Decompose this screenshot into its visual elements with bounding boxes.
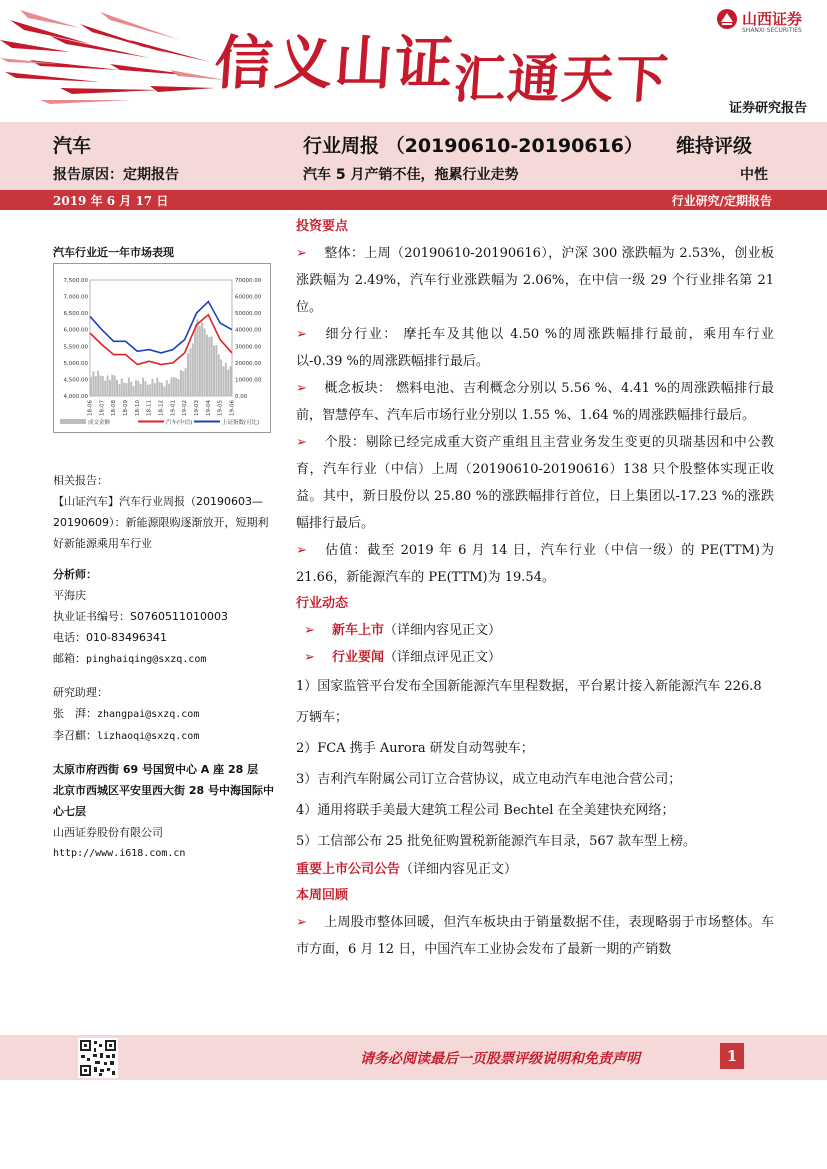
sector-title: 汽车: [53, 135, 92, 157]
related-reports-title: 相关报告：: [53, 474, 108, 487]
volume-bar: [201, 322, 203, 396]
slogan-part-b: 汇通天下: [451, 50, 672, 110]
volume-bar: [140, 384, 142, 396]
section-industry-dynamics: 行业动态: [296, 596, 349, 611]
legend-swatch: [60, 419, 86, 424]
left-axis-tick-label: 6,500.00: [63, 311, 88, 318]
assistant-1-email-link[interactable]: zhangpai@sxzq.com: [97, 709, 200, 720]
volume-bar: [144, 381, 146, 396]
news-item: 1）国家监管平台发布全国新能源汽车里程数据，平台累计接入新能源汽车 226.8 万辆车；: [296, 679, 762, 725]
report-header: [0, 0, 827, 122]
x-axis-tick-label: 19-04: [205, 400, 212, 416]
volume-bar: [175, 378, 177, 396]
left-axis-tick-label: 6,000.00: [63, 327, 88, 334]
x-axis-tick-label: 19-02: [182, 400, 189, 416]
report-reason: 报告原因：定期报告: [53, 167, 179, 183]
x-axis-tick-label: 18-11: [146, 400, 153, 416]
highlight-subsector: ➢ 细分行业： 摩托车及其他以 4.50 %的周涨跌幅排行最前，乘用车行业以-0.39 %的周涨跌幅排行最后。: [296, 321, 774, 375]
highlight-concept: ➢ 概念板块： 燃料电池、吉利概念分别以 5.56 %、4.41 %的周涨跌幅排行最前，智慧停车、汽车后市场行业分别以 1.55 %、1.64 %的周涨跌幅排行最后。: [296, 375, 774, 429]
volume-bar: [218, 354, 220, 396]
volume-bar: [102, 376, 104, 396]
volume-bar: [114, 375, 116, 396]
logo-mark-icon: [716, 8, 738, 30]
new-car-label: 新车上市: [332, 623, 385, 638]
volume-bar: [92, 371, 94, 396]
x-axis-tick-label: 18-07: [99, 400, 106, 416]
arrow-bullet-icon: ➢: [296, 435, 307, 450]
chart-title: 汽车行业近一年市场表现: [53, 246, 174, 259]
review-paragraph: ➢ 上周股市整体回暖，但汽车板块由于销量数据不佳，表现略弱于市场整体。车市方面，6 月 12 日，中国汽车工业协会发布了最新一期的产销数: [296, 909, 774, 963]
volume-bar: [166, 380, 168, 396]
announcements-title: 重要上市公司公告: [296, 862, 401, 877]
volume-bar: [211, 336, 213, 396]
date-bar: [0, 190, 827, 210]
rating-value: 中性: [740, 167, 768, 183]
weekly-title: 行业周报 （20190610-20190616）: [303, 135, 644, 157]
new-car-row: [296, 617, 774, 644]
volume-bar: [197, 319, 199, 396]
right-axis-tick-label: 70000.00: [235, 278, 262, 284]
right-axis-tick-label: 20000.00: [235, 360, 262, 367]
rating-label: 维持评级: [676, 135, 753, 157]
volume-bar: [128, 377, 130, 396]
section-company-announcements: [296, 857, 774, 883]
volume-bar: [220, 360, 222, 396]
left-axis-tick-label: 7,500.00: [63, 278, 88, 284]
analyst-title: 分析师：: [53, 568, 97, 581]
volume-bar: [104, 381, 106, 396]
x-axis-tick-label: 18-12: [158, 400, 165, 416]
company-website-link[interactable]: http://www.i618.com.cn: [53, 848, 186, 859]
x-axis-tick-label: 18-06: [87, 400, 94, 416]
volume-bar: [180, 370, 182, 396]
x-axis-tick-label: 18-09: [123, 400, 129, 416]
volume-bar: [107, 375, 109, 396]
left-axis-tick-label: 5,500.00: [63, 344, 88, 351]
page-number: 1: [720, 1043, 744, 1069]
volume-bar: [133, 386, 135, 396]
volume-bar: [208, 337, 210, 396]
volume-bar: [168, 384, 170, 396]
volume-bar: [213, 346, 215, 396]
industry-news-note: （详细点评见正文）: [384, 650, 502, 665]
address-beijing: 北京市西城区平安里西大街 28 号中海国际中心七层: [53, 784, 274, 818]
section-weekly-review: 本周回顾: [296, 888, 349, 903]
company-name: 山西证券股份有限公司: [53, 826, 163, 839]
brand-arrows-graphic: [0, 0, 240, 120]
volume-bar: [230, 366, 232, 396]
right-axis-tick-label: 0.00: [235, 394, 248, 400]
analyst-name: 平海庆: [53, 589, 86, 602]
volume-bar: [149, 384, 151, 396]
arrow-bullet-icon: ➢: [296, 246, 307, 261]
logo-text-cn: 山西证券: [742, 10, 803, 28]
volume-bar: [185, 368, 187, 396]
right-axis-tick-label: 50000.00: [235, 311, 262, 318]
right-axis-tick-label: 10000.00: [235, 377, 262, 384]
industry-news-row: [296, 644, 774, 671]
volume-bar: [225, 363, 227, 396]
volume-bar: [194, 328, 196, 396]
title-band: [0, 122, 827, 190]
shanxi-securities-logo: [716, 8, 816, 38]
news-item: 4）通用将联手美最大建筑工程公司 Bechtel 在全美建快充网络；: [296, 803, 675, 818]
volume-bar: [154, 383, 156, 396]
right-axis-tick-label: 40000.00: [235, 327, 262, 334]
arrow-bullet-icon: ➢: [304, 650, 315, 665]
section-investment-highlights: 投资要点: [296, 219, 349, 234]
volume-bar: [97, 371, 99, 396]
arrow-bullet-icon: ➢: [296, 543, 307, 558]
x-axis-tick-label: 19-06: [229, 400, 236, 416]
volume-bar: [156, 378, 158, 396]
analyst-email-link[interactable]: pinghaiqing@sxzq.com: [86, 654, 207, 665]
volume-bar: [99, 375, 101, 396]
news-item: 2）FCA 携手 Aurora 研发自动驾驶车；: [296, 741, 534, 756]
volume-bar: [170, 377, 172, 396]
volume-bar: [192, 343, 194, 396]
right-axis-tick-label: 60000.00: [235, 294, 262, 301]
volume-bar: [163, 386, 165, 396]
volume-bar: [95, 376, 97, 396]
arrow-bullet-icon: ➢: [296, 327, 307, 342]
highlight-overall: ➢ 整体：上周（20190610-20190616），沪深 300 涨跌幅为 2.53%，创业板涨跌幅为 2.49%，汽车行业涨跌幅为 2.06%，在中信一级 29 个行业排名第 21 位。: [296, 240, 774, 321]
volume-bar: [109, 380, 111, 396]
assistant-1-name: 张 湃：: [53, 707, 97, 720]
assistant-2-email-link[interactable]: lizhaoqi@sxzq.com: [97, 731, 200, 742]
sidebar: [53, 470, 278, 864]
main-content: [296, 214, 774, 963]
volume-bar: [111, 375, 113, 396]
volume-bar: [142, 378, 144, 396]
assistant-1-row: [53, 703, 278, 725]
volume-bar: [206, 335, 208, 396]
x-axis-tick-label: 18-08: [111, 400, 118, 416]
email-label: 邮箱：: [53, 652, 86, 665]
assistant-title: 研究助理：: [53, 686, 108, 699]
legend-label: 上证指数(可比): [222, 420, 260, 426]
x-axis-tick-label: 19-05: [217, 400, 224, 416]
legend-label: 成交金额: [88, 420, 111, 426]
volume-bar: [199, 326, 201, 396]
announcements-note: （详细内容见正文）: [400, 862, 518, 877]
report-type-label: 证券研究报告: [728, 101, 807, 116]
address-taiyuan: 太原市府西街 69 号国贸中心 A 座 28 层: [53, 763, 259, 776]
report-headline: 汽车 5 月产销不佳，拖累行业走势: [303, 167, 519, 183]
slogan-part-a: 信义山证: [212, 29, 458, 97]
volume-bar: [123, 383, 125, 396]
volume-bar: [130, 382, 132, 396]
x-axis-tick-label: 18-10: [134, 400, 141, 416]
volume-bar: [147, 385, 149, 396]
left-axis-tick-label: 5,000.00: [63, 360, 88, 367]
report-date: 2019 年 6 月 17 日: [53, 194, 169, 208]
arrow-bullet-icon: ➢: [296, 381, 307, 396]
market-performance-chart: [53, 263, 271, 433]
volume-bar: [121, 378, 123, 396]
volume-bar: [116, 380, 118, 396]
volume-bar: [182, 371, 184, 396]
highlight-valuation: ➢ 估值：截至 2019 年 6 月 14 日，汽车行业（中信一级）的 PE(TTM)为 21.66，新能源汽车的 PE(TTM)为 19.54。: [296, 537, 774, 591]
left-axis-tick-label: 7,000.00: [63, 294, 88, 301]
volume-bar: [137, 381, 139, 396]
qr-code-icon: [78, 1038, 118, 1078]
arrow-bullet-icon: ➢: [296, 915, 307, 930]
arrow-bullet-icon: ➢: [304, 623, 315, 638]
volume-bar: [161, 383, 163, 396]
related-report-link[interactable]: 【山证汽车】汽车行业周报（20190603—20190609）：新能源限购逐渐放开，短期利好新能源乘用车行业: [53, 495, 269, 550]
volume-bar: [173, 377, 175, 396]
volume-bar: [178, 379, 180, 396]
volume-bar: [135, 380, 137, 396]
assistant-2-row: [53, 725, 278, 747]
industry-news-label: 行业要闻: [332, 650, 385, 665]
volume-bar: [152, 379, 154, 396]
assistant-2-name: 李召麒：: [53, 729, 97, 742]
right-axis-tick-label: 30000.00: [235, 344, 262, 351]
volume-bar: [227, 369, 229, 396]
volume-bar: [204, 328, 206, 396]
x-axis-tick-label: 19-01: [170, 400, 177, 416]
slogan: [212, 16, 674, 110]
volume-bar: [118, 384, 120, 396]
volume-bar: [215, 345, 217, 396]
volume-bar: [126, 383, 128, 396]
volume-bar: [189, 348, 191, 396]
logo-text-en: SHANXI SECURITIES: [742, 27, 802, 34]
volume-bar: [90, 377, 92, 396]
analyst-phone: 电话：010-83496341: [53, 631, 167, 644]
x-axis-tick-label: 19-03: [194, 400, 200, 416]
volume-bar: [223, 366, 225, 396]
report-category: 行业研究/定期报告: [671, 194, 772, 208]
news-item: 5）工信部公布 25 批免征购置税新能源汽车目录，567 款车型上榜。: [296, 834, 697, 849]
left-axis-tick-label: 4,500.00: [63, 377, 88, 384]
chart-svg: [54, 264, 270, 432]
volume-bar: [159, 382, 161, 396]
legend-label: 汽车(中信): [166, 420, 193, 426]
left-axis-tick-label: 4,000.00: [63, 394, 88, 400]
analyst-email-row: [53, 648, 278, 670]
new-car-note: （详细内容见正文）: [384, 623, 502, 638]
analyst-license: 执业证书编号：S0760511010003: [53, 610, 228, 623]
news-item: 3）吉利汽车附属公司订立合营协议，成立电动汽车电池合营公司；: [296, 772, 682, 787]
volume-bar: [187, 353, 189, 396]
highlight-stocks: ➢ 个股：剔除已经完成重大资产重组且主营业务发生变更的贝瑞基因和中公教育，汽车行业（中信）上周（20190610-20190616）138 只个股整体实现正收益。其中，新日股份以 25.80 %的涨跌幅排行首位，日上集团以-17.23 %的涨跌幅排行最后。: [296, 429, 774, 537]
disclaimer-notice: 请务必阅读最后一页股票评级说明和免责声明: [360, 1051, 640, 1067]
